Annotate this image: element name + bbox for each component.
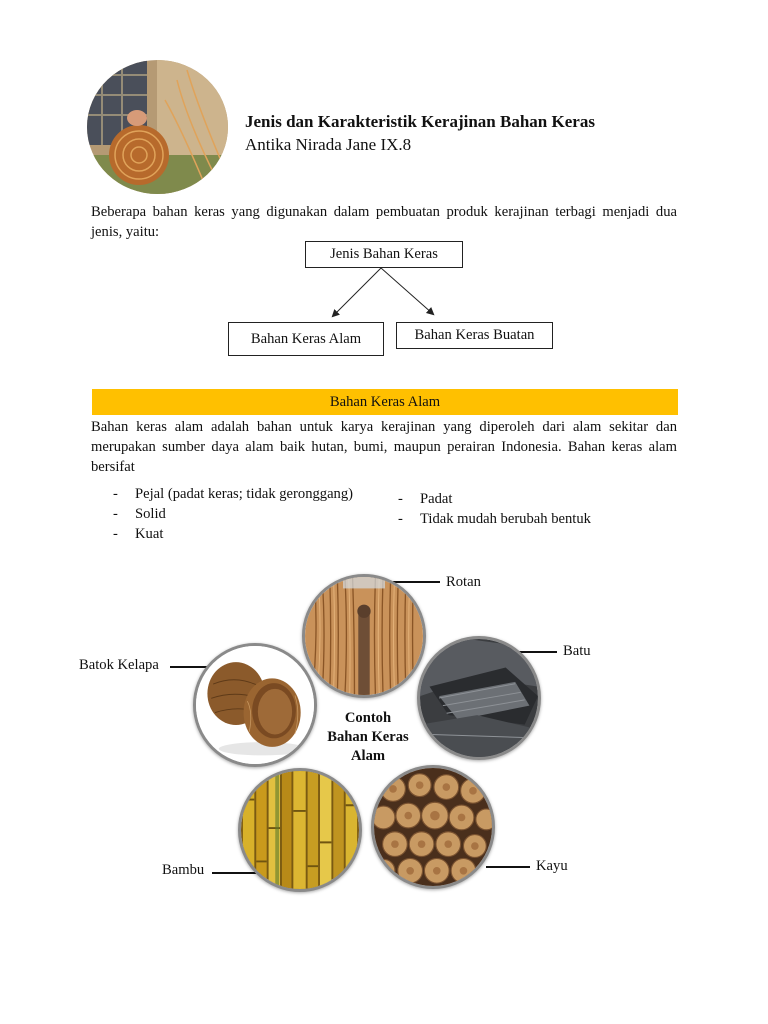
list-dash: - [398,511,403,527]
list-dash: - [398,491,403,507]
tree-left-box: Bahan Keras Alam [228,322,384,356]
property-text: Kuat [135,526,164,542]
label-batok-kelapa: Batok Kelapa [79,657,159,673]
header-photo-basket-weaving [87,60,228,194]
rattan-image [302,574,426,698]
list-item [113,484,353,504]
tree-root-box: Jenis Bahan Keras [305,241,463,268]
property-list-right [398,489,591,529]
wood-logs-image [371,765,495,889]
list-item [398,509,591,529]
diagram-center-label [313,709,423,766]
list-dash: - [113,486,118,502]
section-paragraph: Bahan keras alam adalah bahan untuk karya kerajinan yang diperoleh dari alam sekitar dan merupakan sumber daya alam baik hutan, bumi, maupun perairan Indonesia. Bahan keras alam bersifat [91,419,677,475]
property-text: Solid [135,506,166,522]
intro-paragraph: Beberapa bahan keras yang digunakan dalam pembuatan produk kerajinan terbagi menjadi dua jenis, yaitu: [91,204,677,240]
section-banner: Bahan Keras Alam [92,389,678,415]
center-label-line: Alam [350,748,386,764]
property-text: Tidak mudah berubah bentuk [420,511,591,527]
list-item [113,524,353,544]
list-dash: - [113,526,118,542]
document-author: Antika Nirada Jane IX.8 [245,135,412,154]
bamboo-image [238,768,362,892]
property-list-left [113,484,353,544]
center-label-line: Bahan Keras [327,729,409,745]
list-item [398,489,591,509]
tree-right-box: Bahan Keras Buatan [396,322,553,349]
stone-image [417,636,541,760]
list-item [113,504,353,524]
label-bambu: Bambu [162,862,205,878]
label-batu: Batu [563,643,591,659]
property-text: Pejal (padat keras; tidak geronggang) [135,486,354,502]
list-dash: - [113,506,118,522]
property-text: Padat [420,491,453,507]
coconut-shell-image [193,643,317,767]
label-kayu: Kayu [536,858,568,874]
document-title: Jenis dan Karakteristik Kerajinan Bahan Keras [245,112,595,131]
center-label-line: Contoh [344,710,392,726]
label-rotan: Rotan [446,574,481,590]
